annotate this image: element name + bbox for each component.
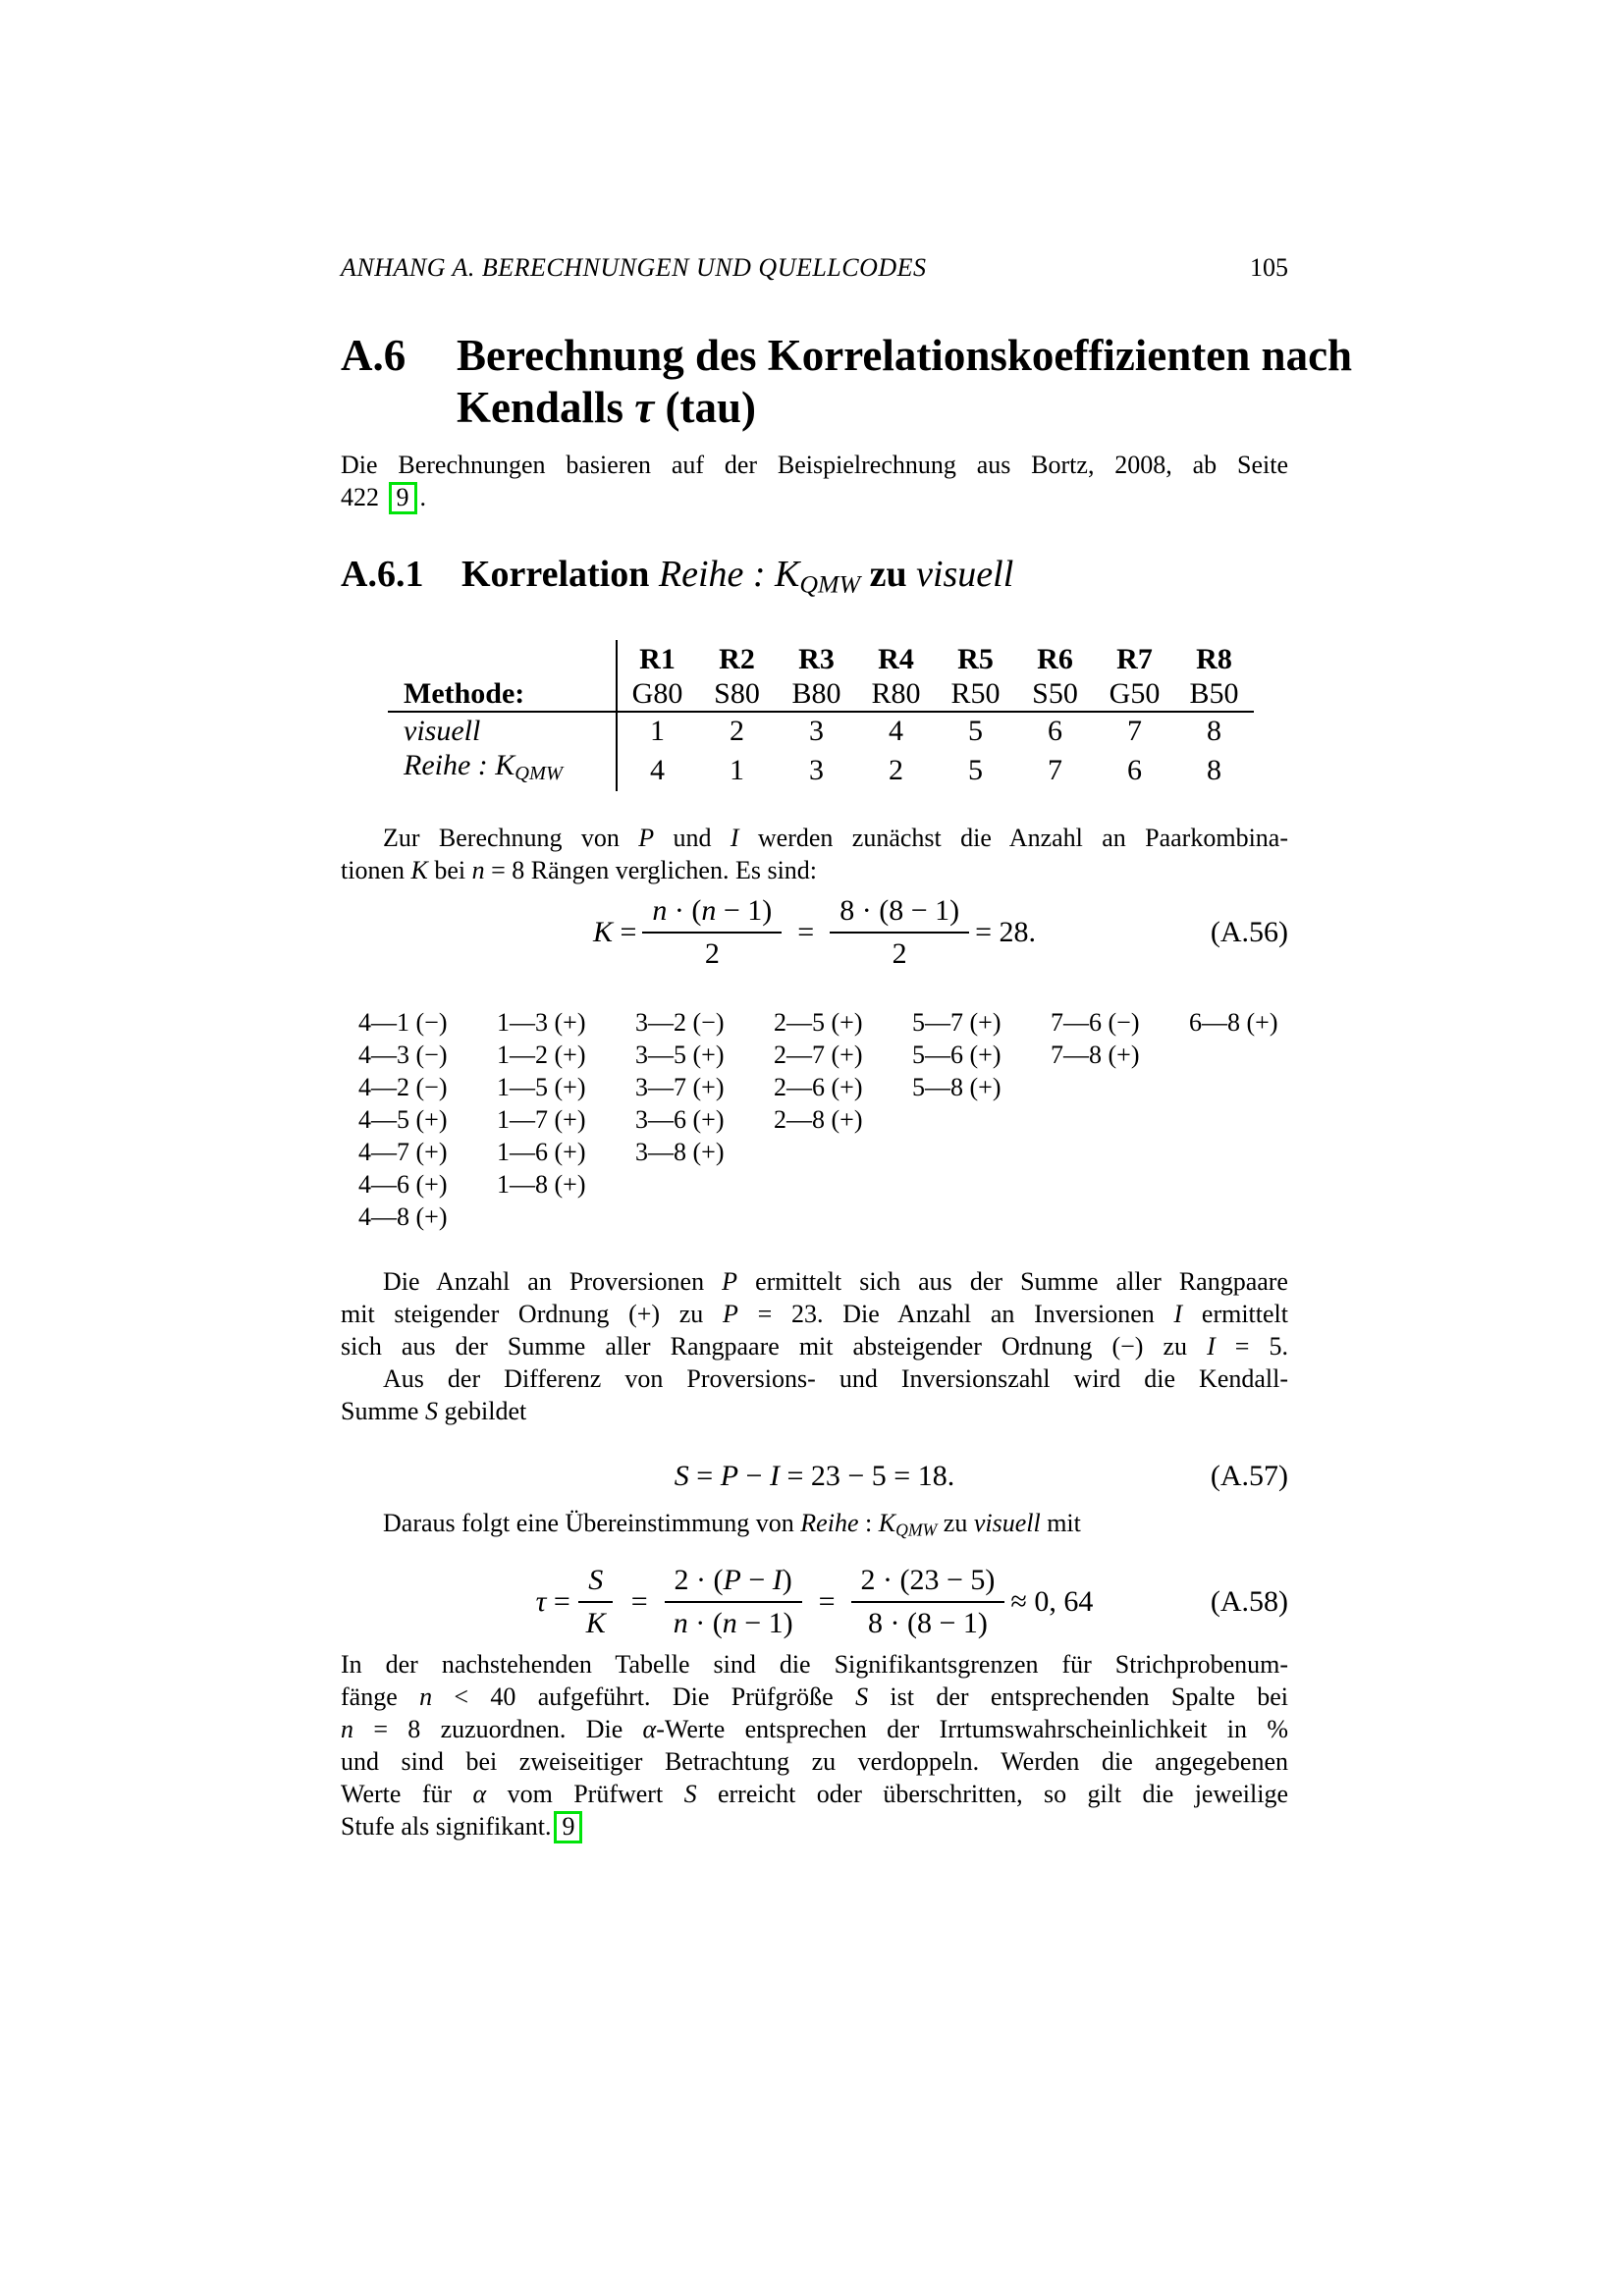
paragraph-outro-line1: In der nachstehenden Tabelle sind die Signifikantsgrenzen für Strichprobenum-	[341, 1650, 1288, 1679]
paragraph-k-line1: Zur Berechnung von P und I werden zunächst die Anzahl an Paarkombina-	[383, 824, 1288, 852]
subsection-number: A.6.1	[341, 554, 424, 595]
pair-cell: 7—6 (−)	[1051, 1008, 1140, 1037]
table-cell: 3	[777, 712, 856, 748]
paragraph-outro-line2: fänge n < 40 aufgeführt. Die Prüfgröße S ist der entsprechenden Spalte bei	[341, 1682, 1288, 1711]
table-cell: 1	[730, 753, 744, 786]
table-cell: 6	[1015, 712, 1095, 748]
pair-cell: 2—5 (+)	[774, 1008, 863, 1037]
paragraph-pi	[341, 1265, 1288, 1427]
col-subheader-s80: S80	[714, 677, 760, 710]
pairs-row	[358, 1136, 1327, 1168]
pairs-row	[358, 1103, 1327, 1136]
pair-cell: 7—8 (+)	[1051, 1041, 1140, 1069]
pairs-row	[358, 1168, 1327, 1201]
paragraph-pi-line2: mit steigender Ordnung (+) zu P = 23. Die Anzahl an Inversionen I ermittelt	[341, 1300, 1288, 1328]
col-header-r6: R6	[1037, 643, 1073, 675]
table-cell: 1	[617, 712, 697, 748]
eq56-fraction2: $\frac{8 \cdot (8 - 1)}{2}$	[830, 894, 969, 971]
equation-a56	[341, 895, 1288, 970]
pair-cell: 5—7 (+)	[912, 1008, 1001, 1037]
pair-cell: 1—7 (+)	[497, 1105, 586, 1134]
paragraph-s-line2: Summe S gebildet	[341, 1397, 527, 1425]
pair-cell: 4—3 (−)	[358, 1041, 448, 1069]
paragraph-s-line1: Aus der Differenz von Proversions- und Inversionszahl wird die Kendall-	[383, 1364, 1288, 1393]
eq58-fraction2: $\frac{2 \cdot (P - I)}{n \cdot (n - 1)}$	[664, 1564, 803, 1640]
eq58-lhs: τ =	[535, 1585, 570, 1618]
pair-cell: 2—6 (+)	[774, 1073, 863, 1101]
table-cell: 5	[968, 753, 983, 786]
table-cell: 5	[936, 712, 1015, 748]
col-subheader-g50: G50	[1109, 677, 1161, 710]
paragraph-outro-line5: Werte für α vom Prüfwert S erreicht oder überschritten, so gilt die jeweilige	[341, 1780, 1288, 1808]
table-cell: 4	[856, 712, 936, 748]
pair-cell: 5—6 (+)	[912, 1041, 1001, 1069]
equation-a57	[341, 1459, 1288, 1494]
paragraph-outro-line4: und sind bei zweiseitiger Betrachtung zu verdoppeln. Werden die angegebenen	[341, 1747, 1288, 1776]
eq57-body: S = P − I = 23 − 5 = 18.	[674, 1460, 955, 1492]
pair-cell: 4—6 (+)	[358, 1170, 448, 1199]
table-cell: 8	[1207, 753, 1221, 786]
paragraph-outro-line3: n = 8 zuzuordnen. Die α-Werte entsprechen der Irrtumswahrscheinlichkeit in %	[341, 1715, 1288, 1743]
eq58-equals2: =	[818, 1585, 836, 1618]
pair-cell: 2—8 (+)	[774, 1105, 863, 1134]
pair-cell: 3—5 (+)	[635, 1041, 725, 1069]
table-row-reihe	[388, 748, 1254, 791]
page-number: 105	[1250, 253, 1288, 282]
eq58-fraction1: $\frac{S}{K}$	[576, 1564, 616, 1640]
row-label-reihe-kqmw: Reihe : $K_{QMW}$	[388, 748, 617, 791]
page-header	[341, 253, 1288, 283]
paragraph-outro	[341, 1648, 1288, 1842]
section-title	[457, 330, 1352, 434]
eq58-label: (A.58)	[1210, 1585, 1288, 1618]
pair-cell: 4—8 (+)	[358, 1202, 448, 1231]
pair-cell: 3—8 (+)	[635, 1138, 725, 1166]
col-header-r7: R7	[1116, 643, 1153, 675]
col-subheader-b50: B50	[1189, 677, 1239, 710]
table-cell: 8	[1174, 712, 1254, 748]
pairs-row	[358, 1071, 1327, 1103]
paragraph-daraus-line: Daraus folgt eine Übereinstimmung von Reihe : $K_{QMW}$ zu visuell mit	[383, 1509, 1081, 1540]
methods-table	[388, 640, 1254, 791]
pair-cell: 1—5 (+)	[497, 1073, 586, 1101]
table-cell: 7	[1048, 753, 1062, 786]
table-row-visuell	[388, 712, 1254, 748]
eq56-label: (A.56)	[1210, 916, 1288, 948]
pair-cell: 3—2 (−)	[635, 1008, 725, 1037]
paragraph-pi-line1: Die Anzahl an Proversionen P ermittelt sich aus der Summe aller Rangpaare	[383, 1267, 1288, 1296]
pair-cell: 1—3 (+)	[497, 1008, 586, 1037]
pair-cell: 3—7 (+)	[635, 1073, 725, 1101]
table-cell: 7	[1095, 712, 1174, 748]
section-heading	[341, 330, 1352, 434]
col-header-r2: R2	[719, 643, 755, 675]
col-subheader-r50: R50	[950, 677, 1001, 710]
pair-cell: 4—2 (−)	[358, 1073, 448, 1101]
paragraph-k	[341, 822, 1288, 886]
intro-paragraph	[341, 449, 1288, 513]
col-subheader-s50: S50	[1032, 677, 1078, 710]
pair-cell: 1—8 (+)	[497, 1170, 586, 1199]
paragraph-pi-line3: sich aus der Summe aller Rangpaare mit absteigender Ordnung (−) zu I = 5.	[341, 1332, 1288, 1361]
table-cell: 2	[889, 753, 903, 786]
rank-pairs-grid	[358, 1006, 1327, 1233]
pairs-row	[358, 1201, 1327, 1233]
col-subheader-r80: R80	[871, 677, 921, 710]
col-header-r5: R5	[957, 643, 994, 675]
eq56-lhs: K =	[592, 916, 637, 948]
intro-line2: 422 9 .	[341, 481, 1288, 513]
eq57-label: (A.57)	[1210, 1460, 1288, 1492]
running-head: ANHANG A. BERECHNUNGEN UND QUELLCODES	[341, 253, 927, 282]
paragraph-daraus	[341, 1507, 1288, 1539]
col-header-r8: R8	[1196, 643, 1232, 675]
col-subheader-g80: G80	[631, 677, 683, 710]
pair-cell: 1—6 (+)	[497, 1138, 586, 1166]
col-header-r4: R4	[878, 643, 914, 675]
table-cell: 4	[650, 753, 665, 786]
pair-cell: 3—6 (+)	[635, 1105, 725, 1134]
citation-link[interactable]: 9	[389, 482, 417, 514]
pair-cell: 2—7 (+)	[774, 1041, 863, 1069]
paragraph-k-line2: tionen K bei n = 8 Rängen verglichen. Es sind:	[341, 856, 818, 884]
table-cell: 2	[697, 712, 777, 748]
eq56-equals: =	[797, 916, 815, 948]
eq56-result: = 28.	[975, 916, 1037, 948]
pair-cell: 4—7 (+)	[358, 1138, 448, 1166]
section-number: A.6	[341, 331, 406, 380]
pair-cell: 4—5 (+)	[358, 1105, 448, 1134]
pairs-row	[358, 1006, 1327, 1039]
col-header-r1: R1	[639, 643, 676, 675]
table-cell: 6	[1127, 753, 1142, 786]
citation-link[interactable]: 9	[554, 1811, 582, 1843]
pairs-row	[358, 1039, 1327, 1071]
pair-cell: 5—8 (+)	[912, 1073, 1001, 1101]
eq58-fraction3: $\frac{2 \cdot (23 - 5)}{8 \cdot (8 - 1)}$	[851, 1564, 1005, 1640]
paragraph-outro-line6: Stufe als signifikant. 9	[341, 1810, 1288, 1842]
col-subheader-b80: B80	[791, 677, 841, 710]
eq58-result: ≈ 0, 64	[1010, 1585, 1094, 1618]
subsection-heading	[341, 555, 1013, 604]
col-header-r3: R3	[798, 643, 835, 675]
intro-line1: Die Berechnungen basieren auf der Beispielrechnung aus Bortz, 2008, ab Seite	[341, 451, 1288, 479]
section-title-line1: Berechnung des Korrelationskoeffizienten nach	[457, 331, 1353, 380]
pair-cell: 4—1 (−)	[358, 1008, 448, 1037]
pair-cell: 1—2 (+)	[497, 1041, 586, 1069]
table-cell: 3	[809, 753, 824, 786]
row-label-visuell: visuell	[388, 712, 617, 748]
table-label-methode: Methode:	[388, 640, 617, 712]
section-title-line2: Kendalls τ (tau)	[457, 383, 757, 432]
subsection-title: Korrelation Reihe : $K_{QMW}$ zu visuell	[461, 554, 1014, 599]
eq58-equals1: =	[630, 1585, 648, 1618]
equation-a58	[341, 1565, 1288, 1639]
pair-cell: 6—8 (+)	[1189, 1008, 1278, 1037]
eq56-fraction1: $\frac{n \cdot (n - 1)}{2}$	[642, 894, 782, 971]
